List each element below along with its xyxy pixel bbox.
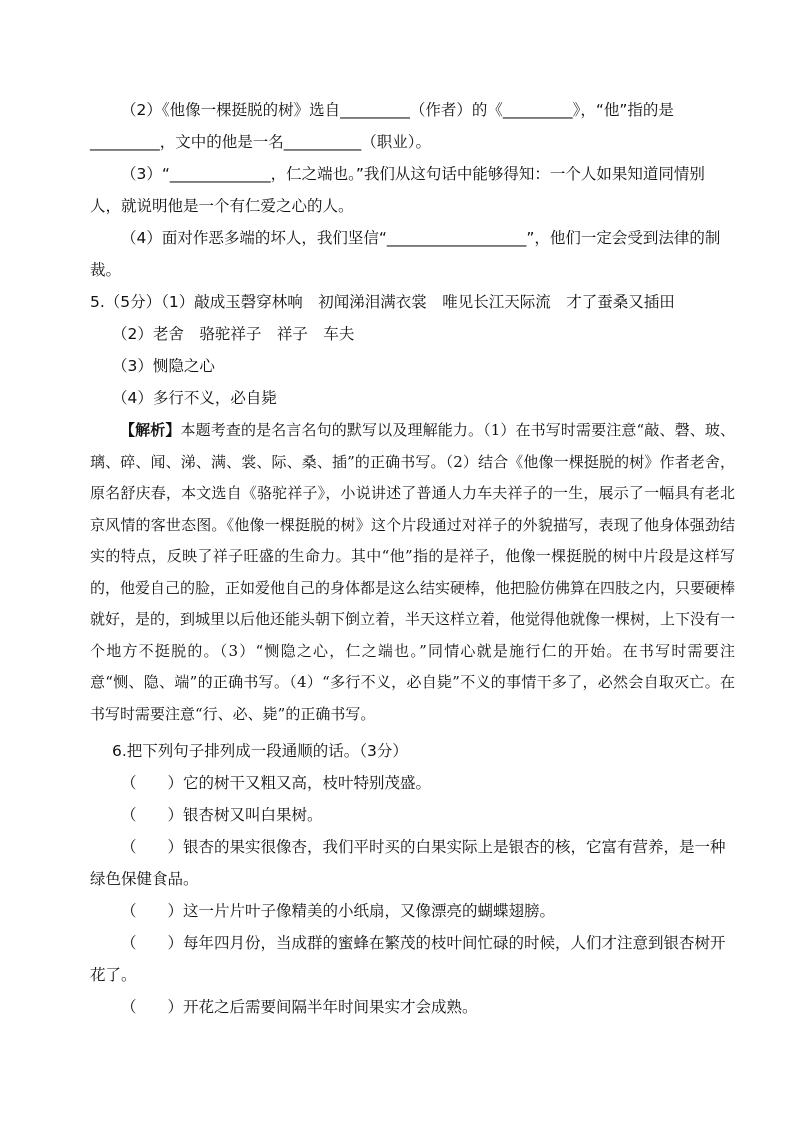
question-5-header: 5.（5分）（1）敲成玉磬穿林响 初闻涕泪满衣裳 唯见长江天际流 才了蚕桑又插田	[90, 293, 675, 311]
question-4-item-2: （2）《他像一棵挺脱的树》选自_________（作者）的《_________》，“他”指的是_________，文中的他是一名__________（职业）。	[90, 101, 674, 151]
question-6-item-4: （ ）这一片片叶子像精美的小纸扇，又像漂亮的蝴蝶翅膀。	[121, 902, 556, 920]
question-6-item-2: （ ）银杏树又叫白果树。	[121, 806, 323, 824]
question-6-item-3: （ ）银杏的果实很像杏，我们平时买的白果实际上是银杏的核，它富有营养，是一种绿色保健食品。	[90, 838, 726, 888]
analysis-text: 本题考查的是名言名句的默写以及理解能力。（1）在书写时需要注意“敲、磬、玻、璃、碎、闻、涕、满、裳、际、桑、插”的正确书写。（2）结合《他像一棵挺脱的树》作者老舍，原名舒庆春，本文选自《骆驼祥子》，小说讲述了普通人力车夫祥子的一生，展示了一幅具有老北京风情的客世态图。《他像一棵挺脱的树》这个片段通过对祥子的外貌描写，表现了他身体强劲结实的特点，反映了祥子旺盛的生命力。其中“他”指的是祥子，他像一棵挺脱的树中片段是这样写的，他爱自己的脸，正如爱他自己的身体都是这么结实硬棒，他把脸仿佛算在四肢之内，只要硬棒就好，是的，到城里以后他还能头朝下倒立着，半天这样立着，他觉得他就像一棵树，上下没有一个地方不挺脱的。（3）“恻隐之心，仁之端也。”同情心就是施行仁的开始。在书写时需要注意“恻、隐、端”的正确书写。（4）“多行不义，必自毙”不义的事情干多了，必然会自取灭亡。在书写时需要注意“行、必、毙”的正确书写。	[90, 421, 736, 723]
question-6-item-5: （ ）每年四月份，当成群的蜜蜂在繁茂的枝叶间忙碌的时候，人们才注意到银杏树开花了。	[90, 934, 726, 984]
question-6-header: 6.把下列句子排列成一段通顺的话。（3分）	[112, 742, 408, 760]
analysis-tag: 【解析】	[120, 421, 181, 439]
question-4-item-3: （3）“_____________，仁之端也。”我们从这句话中能够得知：一个人如果知道同情别人，就说明他是一个有仁爱之心的人。	[90, 165, 705, 215]
analysis-block	[90, 415, 735, 730]
question-6-item-6: （ ）开花之后需要间隔半年时间果实才会成熟。	[121, 998, 478, 1016]
question-4-item-4: （4）面对作恶多端的坏人，我们坚信“__________________”，他们一定会受到法律的制裁。	[90, 229, 721, 279]
answer-5-3: （3）恻隐之心	[112, 357, 215, 375]
question-6-item-1: （ ）它的树干又粗又高，枝叶特别茂盛。	[121, 774, 432, 792]
answer-5-2: （2）老舍 骆驼祥子 祥子 车夫	[112, 325, 355, 343]
answer-5-4: （4）多行不义，必自毙	[112, 389, 277, 407]
